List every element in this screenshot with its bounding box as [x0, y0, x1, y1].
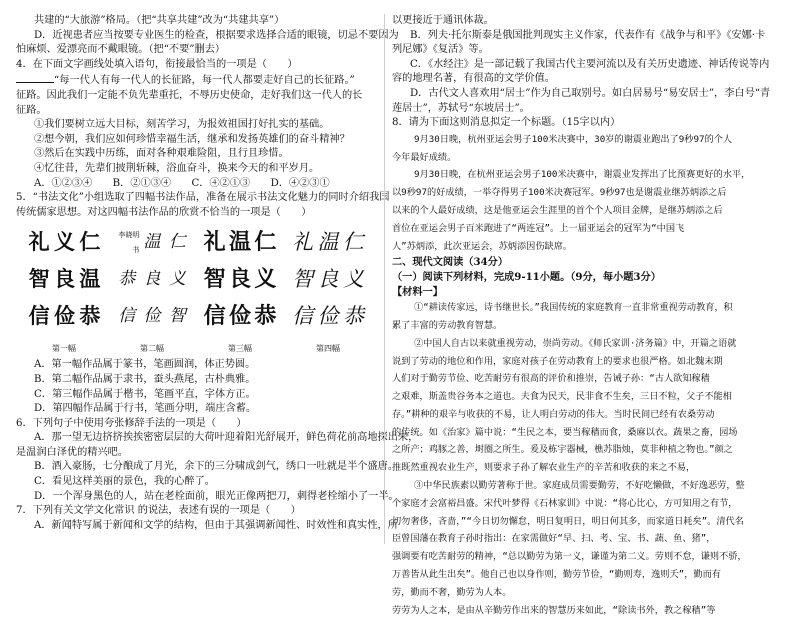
glyph: 俭 — [54, 302, 75, 328]
glyph: 智 — [168, 305, 186, 326]
section-heading: 二、现代文阅读（34分） — [392, 256, 509, 269]
glyph: 良 — [229, 266, 252, 292]
glyph: 智 — [203, 266, 226, 292]
glyph: 礼 — [28, 229, 49, 255]
glyph: 俭 — [229, 302, 252, 329]
panel-caption: 第一幅 — [52, 343, 76, 353]
glyph: 恭 — [254, 302, 277, 329]
passage-line: 以9秒97的好成绩，一举夺得男子100米决赛冠军。9秒97也是谢震业继苏炳添之后 — [392, 187, 727, 199]
q7-option: C．《水经注》是一部记载了我国古代主要河流以及有关历史遗迹、神话传说等内 — [410, 58, 770, 70]
passage-line: 之艰难，斯盖贵谷务本之道也。夫食为民天，民非食不生矣，三日不粒，父子不能相 — [392, 391, 732, 403]
calligraphy-panel-4 — [288, 224, 368, 353]
calligraphy-panel-1 — [24, 224, 104, 353]
material-label: 【材料一】 — [392, 285, 443, 298]
q6-option: B．酒入豪肠，七分酿成了月光，余下的三分啸成剑气，绣口一吐就是半个盛唐。 — [34, 461, 399, 473]
passage-line: 征路。 — [16, 104, 47, 116]
passage-line: 9月30日晚，在杭州亚运会男子100米决赛中，谢震业发挥出了比预赛更好的水平， — [414, 169, 751, 181]
panel-caption: 第二幅 — [140, 343, 164, 353]
answer-blank[interactable] — [16, 72, 54, 83]
passage-line: ②中国人自古以来就重视劳动，崇尚劳动。《师氏家训·济务篇》中，开篇之语就 — [414, 337, 737, 349]
passage-line: ③中华民族素以勤劳著称于世。家庭成员需要勤劳，不好吃懒做，不好逸恶劳，整 — [414, 480, 745, 492]
passage-line: ①“耕读传家远，诗书继世长。”我国传统的家庭教育一直非常重视劳动教育，积 — [414, 302, 733, 314]
passage-line: 首位在亚运会男子百米跑进了“两连冠”。上一届亚运会的冠军为“中国飞 — [392, 222, 685, 234]
q5-option: D．第四幅作品属于行书，笔画分明，端庄含蓄。 — [34, 403, 257, 415]
glyph: 温 — [229, 229, 252, 256]
glyph: 礼 — [203, 229, 226, 256]
question-8-stem: 8．请为下面这则消息拟定一个标题。（15字以内） — [392, 117, 621, 129]
passage-line: 人”苏炳添，此次亚运会，苏炳添因伤缺席。 — [392, 240, 573, 252]
passage-line: 切勿奢侈，吝啬，”“今日切勿懈怠，明日复明日，明日何其多，而家道日耗矣”。清代名 — [392, 515, 744, 527]
glyph: 信 — [292, 303, 314, 328]
question-6-stem: 6．下列句子中使用夸张修辞手法的一项是（ ） — [16, 417, 247, 429]
glyph: 温 — [79, 266, 100, 291]
glyph: 温 — [143, 232, 161, 253]
glyph: 礼 — [292, 230, 314, 255]
text-line: D．近视患者应当按要专业医生的检查，根据要求选择合适的眼镜，切忌不要因为 — [34, 29, 399, 41]
calligraphy-panel-2 — [112, 224, 192, 353]
q6-option: D．一个浑身黑色的人，站在老栓面前，眼光正像两把刀，刺得老栓缩小了一半。 — [34, 490, 399, 502]
glyph: 良 — [54, 266, 75, 291]
passage-line: 以来的个人最好成绩，这是他亚运会生涯里的首个个人项目金牌，是继苏炳添之后 — [392, 204, 723, 216]
text-line: 怕麻烦、爱漂亮而不戴眼镜。（把“不要”删去） — [16, 44, 226, 56]
passage-line: 征路。因此我们一定能不负先辈重托，不辱历史使命，走好我们这一代人的长 — [16, 89, 363, 101]
panel-caption: 第三幅 — [228, 343, 252, 353]
passage-line: “每一代人有每一代人的长征路，每一代人都要走好自己的长征路。” — [54, 75, 355, 87]
glyph: 信 — [118, 305, 136, 326]
q5-option: A．第一幅作品属于篆书，笔画圆润，体正势圆。 — [34, 359, 256, 371]
calligraphy-panel-3 — [200, 224, 280, 353]
q6-option-cont: 是温润白泽优的精兴吧。 — [16, 446, 129, 458]
glyph: 智 — [292, 267, 314, 291]
calligraphy-panels — [16, 224, 376, 356]
right-column — [392, 14, 774, 619]
glyph: 信 — [28, 302, 49, 328]
passage-line: 的传统。如《治家》篇中说：“生民之本，要当稼穑而食，桑麻以衣。蔬果之畜，园场 — [392, 426, 738, 438]
text-line: 容的地理名著，有很高的文学价值。 — [392, 73, 555, 85]
news-passage — [392, 131, 774, 256]
material-passage — [392, 299, 774, 619]
q4-item: ④忆往昔，先辈们披荆斩棘，浴血奋斗，换来今天的和平岁月。 — [34, 162, 320, 174]
question-4-stem: 4．在下面文字画线处填入语句，衔接最恰当的一项是（ ） — [16, 58, 298, 70]
q7-option: B．列夫·托尔斯泰是俄国批判现实主义作家，代表作有《战争与和平》《安娜·卡 — [410, 29, 766, 41]
question-4-passage — [16, 72, 376, 89]
column-divider — [384, 14, 385, 544]
passage-line: 累了丰富的劳动教育智慧。 — [392, 319, 503, 331]
signature-seal: 李晓明书 — [118, 231, 140, 254]
glyph: 义 — [168, 269, 186, 289]
question-5-stem: 5．“书法文化”小组选取了四幅书法作品，准备在展示书法文化魅力的同时介绍我国 — [16, 192, 390, 204]
glyph: 恭 — [342, 303, 364, 328]
q7-option: A．新闻特写属于新闻和文学的结构，但由于其强调新闻性、时效性和真实性，所 — [34, 519, 398, 531]
passage-line: 之所产；鸡豚之善，埘圈之所生。爰及栋宇器械，樵苏脂烛，莫非种植之物也。”颜之 — [392, 444, 733, 456]
glyph: 俭 — [143, 305, 161, 326]
subsection-heading: （一）阅读下列材料，完成9-11小题。（9分，每小题3分） — [392, 270, 661, 283]
passage-line: 推既然重视农业生产，则要求子孙了解农业生产的辛苦和收获的来之不易， — [392, 462, 696, 474]
glyph: 仁 — [342, 230, 364, 255]
q7-option: D．古代文人喜欢用“居士”作为自己取别号。如白居易号“易安居士”，李白号“青 — [410, 87, 771, 99]
glyph: 智 — [28, 266, 49, 291]
passage-line: 人们对于勤劳节俭、吃苦耐劳有很高的评价和推崇，告诫子孙：“古人欲知稼穑 — [392, 373, 710, 385]
question-7-stem: 7．下列有关文学文化常识 的说法，表述有误的一项是（ ） — [16, 505, 301, 517]
text-line: 莲居士”，苏轼号“东坡居士”。 — [392, 102, 530, 114]
q4-item: ②想今朝，我们应如何珍惜幸福生活，继承和发扬英雄们的奋斗精神？ — [34, 133, 350, 145]
passage-line: 9月30日晚，杭州亚运会男子100米决赛中，30岁的谢震业跑出了9秒97的个人 — [414, 133, 733, 145]
text-line: 以更接近于通讯体裁。 — [392, 15, 494, 26]
passage-line: 个家庭才会富裕昌盛。宋代叶梦得《石林家训》中说：“将心比心，方可知用之有节， — [392, 497, 738, 509]
q4-item: ①我们要树立远大目标，刻苦学习，为报效祖国打好扎实的基础。 — [34, 119, 330, 131]
glyph: 恭 — [79, 302, 100, 328]
text-line: 共建的“大旅游”格局。（把“共享共建”改为“共建共享”） — [34, 15, 285, 26]
q6-option: C．看见这样美丽的景色，我的心醉了。 — [34, 476, 215, 488]
passage-line: 臣曾国藩在教育子孙时指出：在家需做好“早、扫、考、宝、书、蔬、鱼、猪”， — [392, 533, 716, 545]
text-line: 列尼娜》《复活》等。 — [392, 44, 489, 56]
q6-option: A．那一望无边挤挤挨挨密密层层的大荷叶迎着阳光舒展开，鲜色荷花前高地探出来， — [34, 432, 419, 444]
question-5-stem-cont: 传统儒家思想。对这四幅书法作品的欣赏不恰当的一项是（ ） — [16, 206, 312, 218]
glyph: 温 — [317, 230, 339, 255]
q5-option: B．第二幅作品属于隶书，蚕头燕尾，古朴典雅。 — [34, 373, 256, 385]
passage-line: 存。”耕种的艰辛与收获的不易，让人明白劳动的伟大。当时民间已经有农桑劳动 — [392, 408, 715, 420]
glyph: 良 — [143, 269, 161, 289]
passage-line: 今年最好成绩。 — [392, 151, 457, 163]
q5-option: C．第三幅作品属于楷书，笔画平直，字体方正。 — [34, 388, 256, 400]
passage-line: 强调要有吃苦耐劳的精神，“总以勤劳为第一义，谦谨为第二义。劳则不怠，谦则不骄， — [392, 551, 747, 563]
q4-options: A．①②③④ B．②①③④ C．④②①③ D．④②③① — [34, 177, 330, 189]
glyph: 义 — [54, 229, 75, 255]
glyph: 义 — [342, 267, 364, 291]
glyph: 恭 — [118, 269, 136, 289]
passage-line: 万善皆从此生出矣”。他自己也以身作则，勤劳节俭，“勤则寿，逸则夭”，勤而有 — [392, 569, 721, 581]
glyph: 信 — [203, 302, 226, 329]
passage-line: 劳劳为人之本，是由从辛勤劳作出来的智慧历来如此，“除读书外，教之稼穑”等 — [392, 604, 716, 616]
panel-caption: 第四幅 — [316, 343, 340, 353]
q4-item: ③然后在实践中历练，面对各种艰难险阻，且行且珍惜。 — [34, 148, 289, 160]
glyph: 义 — [254, 266, 277, 292]
glyph: 俭 — [317, 303, 339, 328]
glyph: 良 — [317, 267, 339, 291]
passage-line: 说到了劳动的地位和作用，家庭对孩子在劳动教育上的要求也很严格。如北魏末期 — [392, 355, 723, 367]
glyph: 仁 — [254, 229, 277, 256]
glyph: 仁 — [168, 232, 186, 253]
passage-line: 劳，勤而不奢，勤劳为人本。 — [392, 586, 512, 598]
glyph: 仁 — [79, 229, 100, 255]
